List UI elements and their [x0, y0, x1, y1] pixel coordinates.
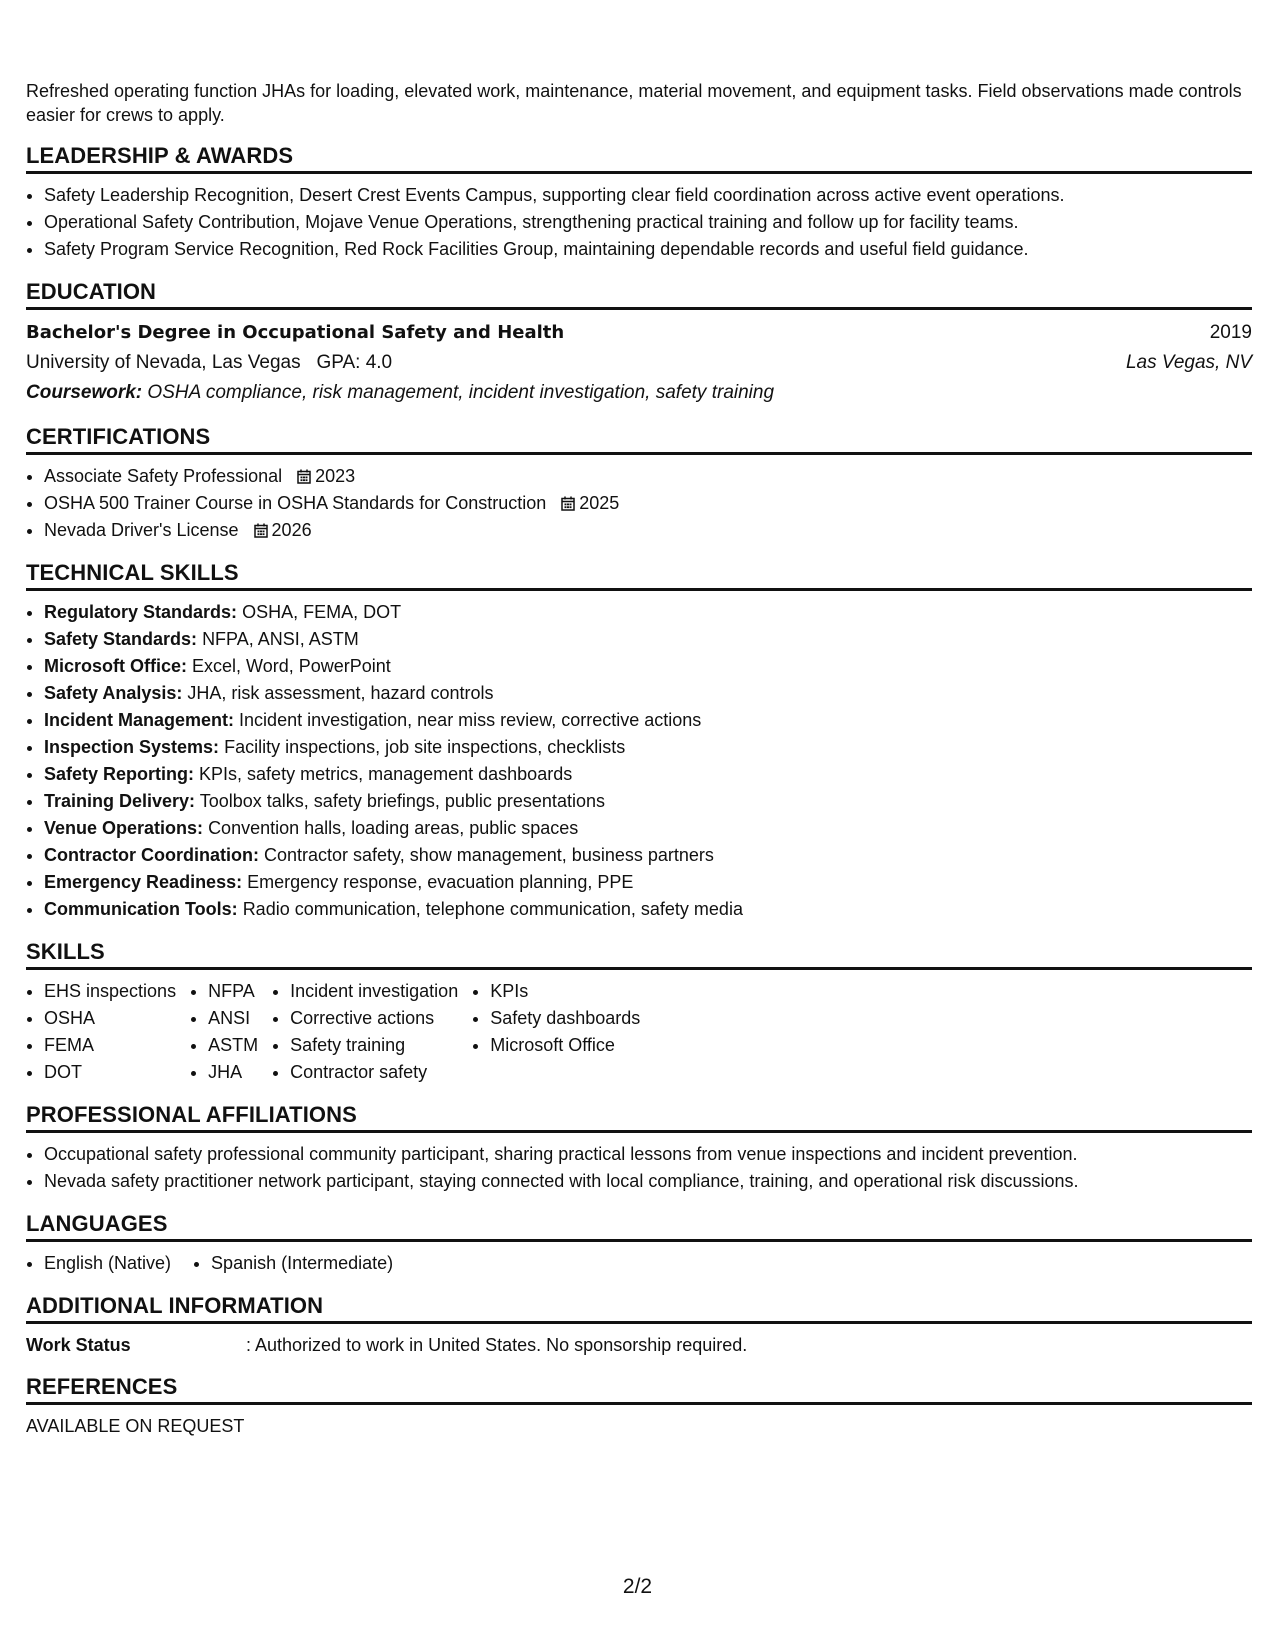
list-item — [44, 869, 1252, 896]
certification-name: Associate Safety Professional — [44, 466, 283, 486]
language-column — [26, 1250, 171, 1277]
education-section — [26, 279, 1252, 408]
skill-category: Emergency Readiness: — [44, 872, 243, 892]
skill-category: Safety Standards: — [44, 629, 198, 649]
school-info — [26, 348, 392, 378]
calendar-icon — [561, 496, 575, 511]
certification-name: OSHA 500 Trainer Course in OSHA Standards for Construction — [44, 493, 547, 513]
skills-section — [26, 939, 1252, 1086]
section-title-affiliations: PROFESSIONAL AFFILIATIONS — [26, 1102, 1252, 1133]
list-item: • Incident investigation — [290, 978, 458, 1005]
certification-name: Nevada Driver's License — [44, 520, 239, 540]
page-number: 2/2 — [622, 1575, 653, 1598]
calendar-icon — [297, 469, 311, 484]
languages-section — [26, 1211, 1252, 1277]
technical-skills-list — [26, 599, 1252, 923]
skill-category: Incident Management: — [44, 710, 235, 730]
skills-columns — [26, 978, 1252, 1086]
list-item — [44, 517, 1252, 544]
list-item: • Contractor safety — [290, 1059, 458, 1086]
list-item: • JHA — [208, 1059, 258, 1086]
list-item: • Microsoft Office — [490, 1032, 640, 1059]
skills-column — [26, 978, 176, 1086]
education-degree-row — [26, 318, 1252, 348]
skill-category: Safety Analysis: — [44, 683, 183, 703]
list-item: • Operational Safety Contribution, Mojave Venue Operations, strengthening practical training and follow up for facility teams. — [44, 209, 1252, 236]
skill-category: Regulatory Standards: — [44, 602, 238, 622]
section-title-leadership: LEADERSHIP & AWARDS — [26, 143, 1252, 174]
affiliations-list — [26, 1141, 1252, 1195]
languages-row — [26, 1250, 1252, 1277]
list-item: • ANSI — [208, 1005, 258, 1032]
skill-values: OSHA, FEMA, DOT — [242, 602, 402, 622]
skill-values: JHA, risk assessment, hazard controls — [187, 683, 494, 703]
list-item: • NFPA — [208, 978, 258, 1005]
list-item — [44, 734, 1252, 761]
list-item: • KPIs — [490, 978, 640, 1005]
references-text: AVAILABLE ON REQUEST — [26, 1416, 245, 1436]
list-item — [44, 788, 1252, 815]
skill-values: Emergency response, evacuation planning, PPE — [247, 872, 634, 892]
section-title-technical-skills: TECHNICAL SKILLS — [26, 560, 1252, 591]
skills-column — [272, 978, 458, 1086]
list-item — [44, 707, 1252, 734]
list-item — [44, 463, 1252, 490]
school-location: Las Vegas, NV — [1125, 352, 1252, 373]
list-item: • Nevada safety practitioner network participant, staying connected with local compliance, training, and operational risk discussions. — [44, 1168, 1252, 1195]
skill-category: Contractor Coordination: — [44, 845, 259, 865]
list-item: • Safety training — [290, 1032, 458, 1059]
additional-info-section — [26, 1293, 1252, 1358]
resume-page — [26, 0, 1252, 1439]
skill-category: Communication Tools: — [44, 899, 238, 919]
intro-paragraph: Refreshed operating function JHAs for loading, elevated work, maintenance, material movement, and equipment tasks. Field observations made controls easier for crews to apply. — [26, 81, 1242, 125]
leadership-list — [26, 182, 1252, 263]
skills-column — [472, 978, 640, 1086]
list-item: • ASTM — [208, 1032, 258, 1059]
certification-year: 2026 — [271, 520, 312, 540]
references-section — [26, 1374, 1252, 1439]
skill-values: KPIs, safety metrics, management dashboards — [199, 764, 573, 784]
section-title-certifications: CERTIFICATIONS — [26, 424, 1252, 455]
section-title-languages: LANGUAGES — [26, 1211, 1252, 1242]
work-status-value: : Authorized to work in United States. No sponsorship required. — [246, 1335, 748, 1355]
calendar-icon — [254, 523, 268, 538]
list-item — [44, 842, 1252, 869]
skill-values: Contractor safety, show management, business partners — [264, 845, 714, 865]
section-title-additional-info: ADDITIONAL INFORMATION — [26, 1293, 1252, 1324]
coursework-list: OSHA compliance, risk management, incident investigation, safety training — [147, 382, 775, 403]
school-name: University of Nevada, Las Vegas — [26, 352, 301, 373]
certification-year: 2023 — [315, 466, 356, 486]
list-item: • OSHA — [44, 1005, 176, 1032]
language-column — [193, 1250, 393, 1277]
list-item: • DOT — [44, 1059, 176, 1086]
certifications-section — [26, 424, 1252, 544]
list-item — [44, 680, 1252, 707]
list-item: • English (Native) — [44, 1250, 171, 1277]
list-item — [44, 599, 1252, 626]
skill-values: Incident investigation, near miss review, corrective actions — [239, 710, 702, 730]
certifications-list — [26, 463, 1252, 544]
skill-values: Radio communication, telephone communication, safety media — [242, 899, 743, 919]
list-item: • EHS inspections — [44, 978, 176, 1005]
list-item: • Corrective actions — [290, 1005, 458, 1032]
skills-column — [190, 978, 258, 1086]
skill-values: Toolbox talks, safety briefings, public presentations — [199, 791, 605, 811]
skill-category: Inspection Systems: — [44, 737, 220, 757]
list-item — [44, 626, 1252, 653]
list-item: • Safety Leadership Recognition, Desert Crest Events Campus, supporting clear field coordination across active event operations. — [44, 182, 1252, 209]
education-school-row — [26, 348, 1252, 378]
skill-values: Convention halls, loading areas, public spaces — [208, 818, 579, 838]
section-title-references: REFERENCES — [26, 1374, 1252, 1405]
section-title-skills: SKILLS — [26, 939, 1252, 970]
section-title-education: EDUCATION — [26, 279, 1252, 310]
work-status-row — [26, 1332, 1252, 1358]
list-item: • Safety dashboards — [490, 1005, 640, 1032]
degree-name: Bachelor's Degree in Occupational Safety and Health — [26, 322, 565, 343]
skill-values: Excel, Word, PowerPoint — [192, 656, 391, 676]
skill-values: Facility inspections, job site inspections, checklists — [224, 737, 626, 757]
skill-values: NFPA, ANSI, ASTM — [202, 629, 359, 649]
coursework-label: Coursework: — [26, 382, 143, 403]
work-status-label: Work Status — [26, 1335, 131, 1355]
list-item: • Safety Program Service Recognition, Red Rock Facilities Group, maintaining dependable records and useful field guidance. — [44, 236, 1252, 263]
skill-category: Safety Reporting: — [44, 764, 195, 784]
list-item: • Occupational safety professional community participant, sharing practical lessons from venue inspections and incident prevention. — [44, 1141, 1252, 1168]
list-item: • Spanish (Intermediate) — [211, 1250, 393, 1277]
affiliations-section — [26, 1102, 1252, 1195]
leadership-section — [26, 143, 1252, 263]
list-item — [44, 896, 1252, 923]
certification-year: 2025 — [579, 493, 620, 513]
skill-category: Venue Operations: — [44, 818, 204, 838]
list-item — [44, 761, 1252, 788]
technical-skills-section — [26, 560, 1252, 923]
coursework — [26, 378, 1252, 408]
gpa: GPA: 4.0 — [316, 352, 393, 373]
list-item — [44, 653, 1252, 680]
list-item — [44, 815, 1252, 842]
skill-category: Training Delivery: — [44, 791, 196, 811]
list-item: • FEMA — [44, 1032, 176, 1059]
skill-category: Microsoft Office: — [44, 656, 188, 676]
list-item — [44, 490, 1252, 517]
graduation-year: 2019 — [1209, 322, 1252, 343]
